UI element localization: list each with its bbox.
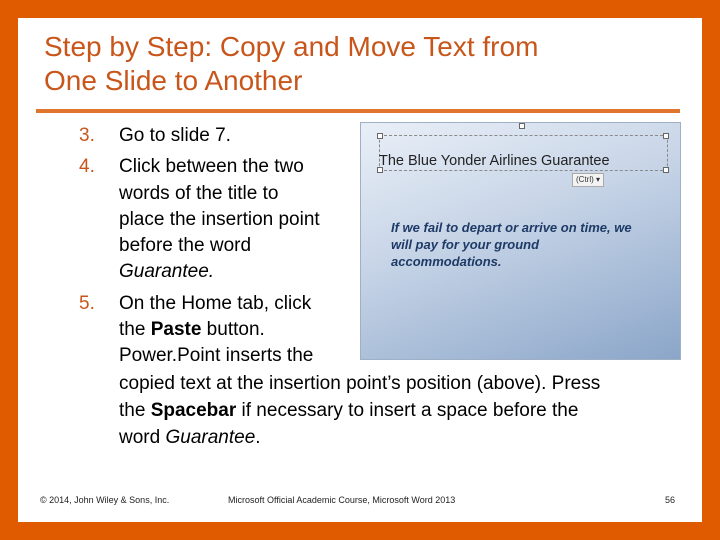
footer-page-number: 56 (665, 495, 676, 505)
resize-handle (663, 167, 669, 173)
screenshot-body-text (391, 219, 671, 270)
step-text: words of the title to (119, 183, 279, 204)
footer-course: Microsoft Official Academic Course, Microsoft Word 2013 (228, 495, 456, 505)
footer-copyright: © 2014, John Wiley & Sons, Inc. (40, 495, 170, 505)
body-line: If we fail to depart or arrive on time, we (391, 220, 632, 235)
paste-options-icon: (Ctrl) ▾ (572, 173, 604, 187)
step-text: On the Home tab, click (119, 293, 312, 314)
slide (18, 18, 702, 522)
resize-handle (663, 133, 669, 139)
step-text: place the insertion point (119, 209, 320, 230)
text-run: button. (201, 319, 265, 340)
paste-term: Paste (150, 319, 202, 340)
step-text: copied text at the insertion point’s position (above). Press (119, 373, 601, 394)
step-text: Click between the two (119, 156, 304, 177)
title-line-2: One Slide to Another (44, 65, 303, 96)
title-line-1: Step by Step: Copy and Move Text from (44, 31, 539, 62)
step-number: 5. (79, 293, 95, 314)
text-run: . (255, 427, 261, 448)
body-line: accommodations. (391, 254, 502, 269)
step-number: 4. (79, 156, 95, 177)
step-text: Guarantee. (119, 261, 215, 282)
step-text: Go to slide 7. (119, 125, 231, 146)
slide-screenshot (360, 122, 681, 360)
text-run: if necessary to insert a space before the (236, 400, 579, 421)
rotate-handle (519, 123, 525, 129)
step-text (119, 318, 265, 341)
spacebar-term: Spacebar (150, 400, 237, 421)
resize-handle (377, 133, 383, 139)
guarantee-term: Guarantee (165, 427, 256, 448)
body-line: will pay for your ground (391, 237, 540, 252)
step-text: Power.Point inserts the (119, 345, 314, 366)
step-text (119, 399, 578, 422)
text-run: the (119, 400, 151, 421)
text-run: the (119, 319, 151, 340)
step-number: 3. (79, 125, 95, 146)
screenshot-slide-title: The Blue Yonder Airlines Guarantee (379, 153, 610, 169)
step-text: before the word (119, 235, 252, 256)
text-run: word (119, 427, 166, 448)
step-text (119, 426, 261, 449)
